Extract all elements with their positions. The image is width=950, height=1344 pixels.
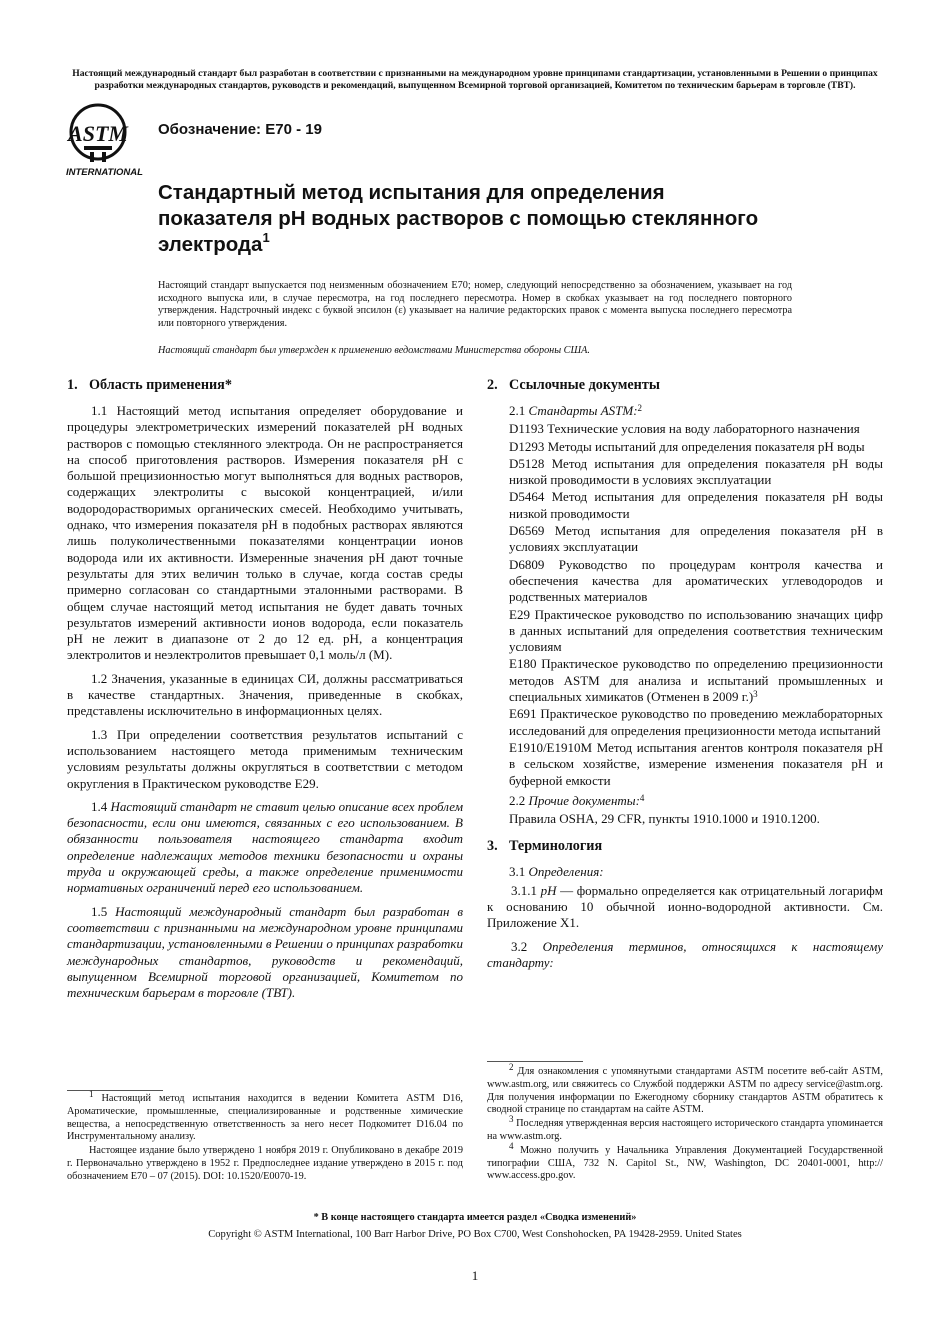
copyright-line: Copyright © ASTM International, 100 Barr Harbor Drive, PO Box C700, West Conshohocken, PA 19428-2959. United States <box>208 1229 742 1240</box>
reference-title: Методы испытаний для определения показателя pH воды <box>547 438 865 454</box>
clause-1-3: 1.3 При определении соответствия результатов испытаний с использованием настоящего метода применимым техническим условиям результаты должны округляться в соответствии с методом округления в Практическом руководстве E29. <box>67 726 463 791</box>
footnote-3: $^3$ Последняя утвержденная версия настоящего исторического стандарта упоминается на www.astm.org. <box>487 1114 883 1142</box>
reference-footnote-mark: 3 <box>753 689 758 700</box>
reference-title: Руководство по процедурам контроля качества и обеспечения качества для ароматических углеводородов и родственных материалов <box>509 556 883 605</box>
intro-paragraph: Настоящий стандарт выпускается под неизменным обозначением E70; номер, следующий непосредственно за обозначением, указывает на год исходного выпуска или, в случае пересмотра, на год последнего пересмотра. Номер в скобках указывает на год последнего повторного утверждения. Надстрочный индекс с буквой эпсилон (ε) указывает на наличие редакторских правок с момента выпуска последнего пересмотра или повторного утверждения. <box>158 280 792 329</box>
footnote-divider-right <box>487 1061 583 1062</box>
reference-item <box>509 607 883 656</box>
astm-logo <box>64 102 154 178</box>
reference-item <box>509 439 883 455</box>
astm-logo-graphic <box>64 102 154 178</box>
reference-title: Практическое руководство по определению прецизионности методов ASTM для анализа и испытаний промышленных и специальных химикатов (Отменен в 2009 г.) <box>509 656 883 705</box>
international-standard-notice: Настоящий международный стандарт был разработан в соответствии с признанными на международном уровне принципами стандартизации, установленными в Решении о принципах разработки международных стандартов, руководств и рекомендаций, выпущенном Всемирной торговой организацией, Комитетом по техническим барьерам в торговле (ТВТ). <box>72 68 878 91</box>
approval-note: Настоящий стандарт был утвержден к применению ведомствами Министерства обороны США. <box>158 345 590 356</box>
footnotes-left <box>67 1089 463 1185</box>
reference-item <box>509 489 883 522</box>
svg-text:INTERNATIONAL: INTERNATIONAL <box>66 167 143 178</box>
summary-of-changes-note: * В конце настоящего стандарта имеется раздел «Сводка изменений» <box>313 1212 637 1223</box>
reference-item <box>509 421 883 437</box>
clause-1-2: 1.2 Значения, указанные в единицах СИ, должны рассматриваться в качестве стандартных. Значения, приведенные в скобках, представлены исключительно в информационных целях. <box>67 670 463 719</box>
reference-title: Метод испытания для определения показателя pH воды низкой проводимости в условиях эксплуатации <box>509 455 883 488</box>
reference-item <box>509 456 883 489</box>
reference-title: Технические условия на воду лабораторного назначения <box>547 421 860 437</box>
title-text: Стандартный метод испытания для определения показателя pH водных растворов с помощью стеклянного электрода <box>158 181 759 256</box>
footnote-divider-left <box>67 1090 163 1091</box>
reference-item <box>509 656 883 705</box>
clause-3-2: 3.2 Определения терминов, относящихся к настоящему стандарту: <box>487 938 884 970</box>
footnote-4: $^4$ Можно получить у Начальника Управления Документацией Государственной типографии США, 732 N. Capitol St., NW, Washington, DC 20401-0001, http:// www.access.gpo.gov. <box>487 1140 883 1182</box>
footnote-2: $^2$ Для ознакомления с упомянутыми стандартами ASTM посетите веб-сайт ASTM, www.astm.org, или свяжитесь со Службой поддержки ASTM по адресу service@astm.org. Для получения информации по Ежегодному сборнику стандартов ASTM обратитесь к сводной странице по стандартам на сайте ASTM. <box>487 1062 883 1116</box>
section-3-heading: 3. Терминология <box>487 838 603 855</box>
reference-code: E180 <box>509 656 537 672</box>
reference-title: Метод испытания для определения показателя pH воды низкой проводимости <box>509 489 883 521</box>
right-column <box>487 376 883 978</box>
footnotes-right <box>487 1062 883 1184</box>
reference-item <box>509 523 883 556</box>
clause-2-1: 2.1 Стандарты ASTM:$^2$ <box>509 403 643 418</box>
reference-code: D1293 <box>509 438 545 454</box>
reference-title: Практическое руководство по использованию значащих цифр в данных испытаний для определения соответствия техническим условиям <box>509 606 884 655</box>
footnote-1-edition: Настоящее издание было утверждено 1 ноября 2019 г. Опубликовано в декабре 2019 г. Первоначально утверждено в 1952 г. Предпоследнее издание утверждено в 2015 г. под обозначением E70 – 07 (2015). DOI: 10.1520/E0070-19. <box>67 1145 463 1182</box>
standard-designation: Обозначение: E70 - 19 <box>158 121 322 138</box>
reference-code: E1910/E1910M <box>509 739 593 755</box>
title-footnote-mark: 1 <box>262 230 270 245</box>
reference-item <box>509 557 883 606</box>
reference-title: Метод испытания для определения показателя pH в условиях эксплуатации <box>509 523 883 555</box>
reference-code: D1193 <box>509 421 544 437</box>
svg-text:ASTM: ASTM <box>68 121 128 146</box>
reference-code: D6569 <box>509 523 545 539</box>
reference-code: D5128 <box>509 455 545 471</box>
reference-code: D5464 <box>509 489 545 505</box>
reference-code: D6809 <box>509 556 545 572</box>
clause-1-5: 1.5 Настоящий международный стандарт был разработан в соответствии с признанными на международном уровне принципами стандартизации, установленными в Решении о принципах разработки международных стандартов, руководств и рекомендаций, выпущенном Всемирной торговой организацией, Комитетом по техническим барьерам в торговле (ТВТ). <box>67 903 463 1001</box>
reference-code: E691 <box>509 706 537 722</box>
section-1-heading: 1. Область применения* <box>67 377 232 393</box>
reference-title: Практическое руководство по проведению межлабораторных исследований для определения прецизионности метода испытаний <box>509 706 883 738</box>
page-number: 1 <box>471 1268 479 1283</box>
astm-reference-list <box>487 421 883 789</box>
clause-3-1-1: 3.1.1 pH — формально определяется как отрицательный логарифм к основанию 10 обычной ионно-водородной активности. См. Приложение X1. <box>487 882 884 931</box>
section-2-heading: 2. Ссылочные документы <box>487 377 660 393</box>
document-title <box>158 180 778 258</box>
clause-1-4: 1.4 Настоящий стандарт не ставит целью описание всех проблем безопасности, если они имеются, связанных с его использованием. В обязанности пользователя настоящего стандарта входит определение надлежащих методов техники безопасности и охраны труда и окружающей среды, а также определение применимости нормативных ограничений перед его использованием. <box>67 798 463 896</box>
reference-title: Метод испытания агентов контроля показателя pH в сельском хозяйстве, измерение изменения показателя pH и буферной емкости <box>509 739 883 788</box>
clause-3-1: 3.1 Определения: <box>509 864 604 880</box>
osha-reference: Правила OSHA, 29 CFR, пункты 1910.1000 и 1910.1200. <box>509 811 820 827</box>
clause-2-2: 2.2 Прочие документы:$^4$ <box>509 792 645 808</box>
footnote-1: $^1$ Настоящий метод испытания находится в ведении Комитета ASTM D16, Ароматические, промышленные, специализированные и родственные химические вещества, а непосредственную ответственность за него несет Подкомитет D16.04 по Инструментальному анализу. <box>67 1089 463 1143</box>
reference-item <box>509 740 883 789</box>
reference-item <box>509 706 883 739</box>
clause-1-1: 1.1 Настоящий метод испытания определяет оборудование и процедуры электрометрических измерений показателей pH водных растворов с помощью стеклянного электрода. Он не распространяется на способ приготовления растворов. Измерения показателя pH с большой прецизионностью могут выполняться для водных растворов, содержащих электролиты с высокой концентрацией, и/или водородорастворимых органических смесей. Необходимо учитывать, однако, что измерения показателя pH в подобных растворах являются лишь полуколичественными показателями концентрации ионов водорода или их активности. Измеренные значения pH дают точные результаты для этих величин только в случае, когда состав среды примерно согласован со стандартными эталонными растворами. В общем случае настоящий метод испытания не будет давать точных результатов измерений активности ионов водорода, если показатель pH не лежит в диапазоне от 2 до 12 ед. pH, а концентрация электролитов и неэлектролитов превышает 0,1 моль/л (M). <box>67 403 463 663</box>
reference-code: E29 <box>509 606 530 622</box>
left-column <box>67 376 463 1008</box>
